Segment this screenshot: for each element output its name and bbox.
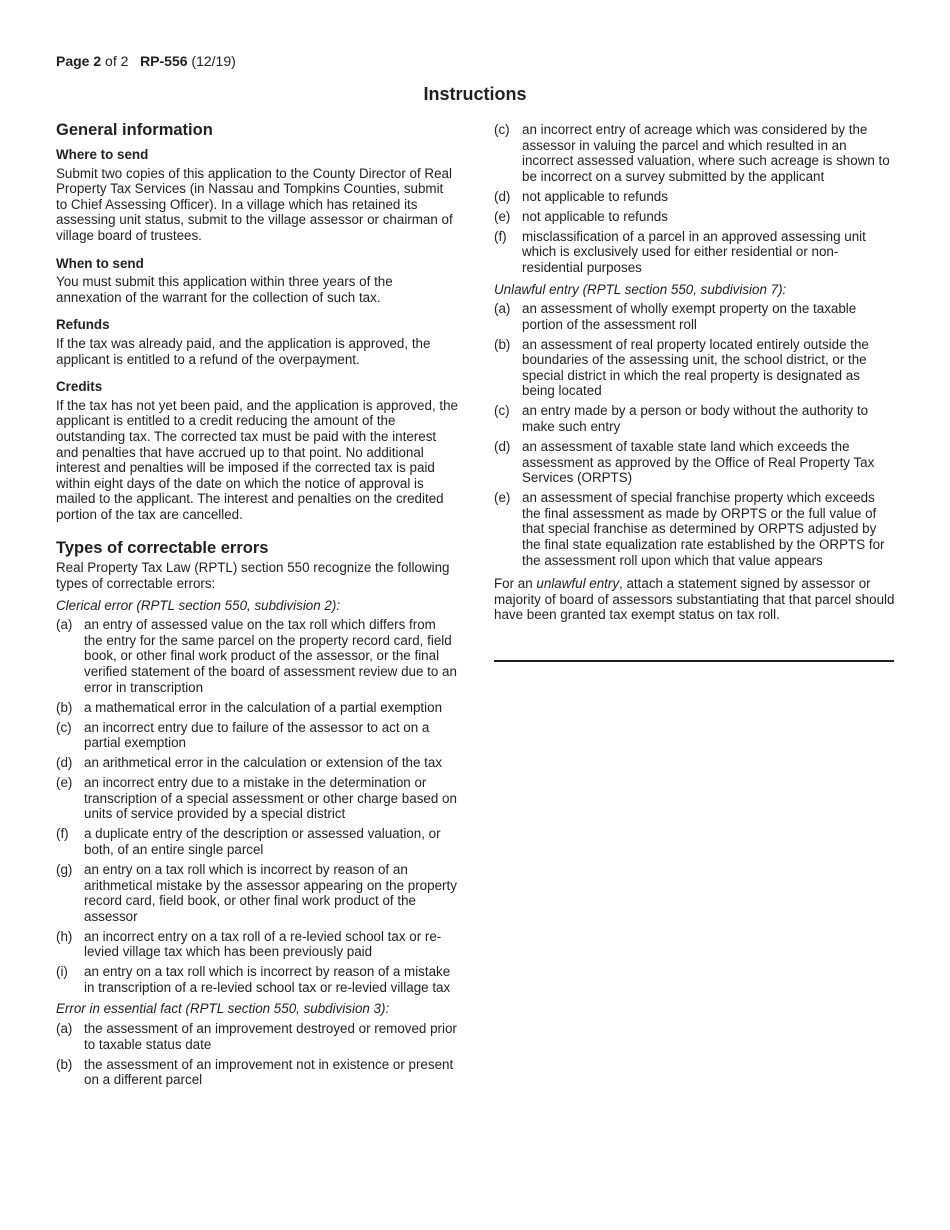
list-item-text: the assessment of an improvement destroyed or removed prior to taxable status date xyxy=(84,1021,457,1052)
list-item xyxy=(56,964,458,995)
list-item-label: (e) xyxy=(56,775,73,791)
list-item-text: an arithmetical error in the calculation or extension of the tax xyxy=(84,755,443,771)
list-item-text: an assessment of wholly exempt property on the taxable portion of the assessment roll xyxy=(522,301,857,332)
list-item-label: (a) xyxy=(494,301,511,317)
list-item xyxy=(494,189,896,205)
note-suffix: , attach a statement signed by assessor or majority of board of assessors substantiating that that parcel should have been granted tax exempt status on tax roll. xyxy=(494,576,895,623)
list-item-label: (a) xyxy=(56,1021,73,1037)
list-item-text: a duplicate entry of the description or assessed valuation, or both, of an entire single parcel xyxy=(84,826,441,857)
note-prefix: For an xyxy=(494,576,537,592)
list-item-label: (g) xyxy=(56,861,73,877)
where-to-send-text: Submit two copies of this application to the County Director of Real Property Tax Services (in Nassau and Tompkins Counties, submit to Chief Assessing Officer). In a village which has retained its assessing unit status, submit to the village assessor or chairman of village board of trustees. xyxy=(56,165,453,243)
when-to-send-text: You must submit this application within three years of the annexation of the warrant for the collection of such tax. xyxy=(56,274,393,305)
list-item-text: an entry on a tax roll which is incorrect by reason of an arithmetical mistake by the assessor appearing on the property record card, field book, or other final work product of the assessor xyxy=(84,861,457,924)
list-item xyxy=(56,755,458,771)
list-item-text: an assessment of real property located entirely outside the boundaries of the assessing unit, the school district, or the special district in which the real property is designated as being located xyxy=(522,336,869,399)
list-item-text: an incorrect entry on a tax roll of a re-levied school tax or re-levied village tax which has been previously paid xyxy=(84,928,442,960)
clerical-error-list xyxy=(56,617,458,995)
list-item xyxy=(56,826,458,857)
list-item-label: (h) xyxy=(56,928,73,944)
list-item-text: an incorrect entry due to failure of the assessor to act on a partial exemption xyxy=(84,719,430,751)
list-item-text: the assessment of an improvement not in existence or present on a different parcel xyxy=(84,1056,454,1088)
unlawful-entry-heading: Unlawful entry (RPTL section 550, subdivision 7): xyxy=(494,281,787,297)
left-column xyxy=(56,120,458,1092)
note-italic: unlawful entry xyxy=(536,576,620,592)
list-item xyxy=(56,775,458,822)
unlawful-entry-note xyxy=(494,576,896,623)
list-item xyxy=(56,617,458,695)
list-item xyxy=(56,1021,458,1052)
list-item-label: (c) xyxy=(56,719,72,735)
list-item xyxy=(494,439,896,486)
list-item-label: (d) xyxy=(494,439,511,455)
list-item-text: misclassification of a parcel in an approved assessing unit which is exclusively used for either residential or non-residential purposes xyxy=(522,228,866,275)
list-item-text: an assessment of special franchise property which exceeds the final assessment as made by ORPTS or the full value of that special franchise as determined by ORPTS adjusted by the final state equalization rate established by the ORPTS for the assessment roll upon which that value appears xyxy=(522,490,885,568)
list-item xyxy=(494,337,896,399)
list-item-label: (f) xyxy=(56,826,69,842)
list-item-text: an entry on a tax roll which is incorrect by reason of a mistake in transcription of a re-levied school tax or re-levied village tax xyxy=(84,964,451,995)
list-item xyxy=(56,700,458,716)
list-item xyxy=(494,229,896,276)
where-to-send-heading: Where to send xyxy=(56,147,149,162)
list-item xyxy=(56,1057,458,1088)
refunds-heading: Refunds xyxy=(56,317,110,333)
right-column xyxy=(494,122,896,623)
list-item xyxy=(56,720,458,751)
clerical-error-heading: Clerical error (RPTL section 550, subdivision 2): xyxy=(56,597,341,613)
list-item-text: a mathematical error in the calculation of a partial exemption xyxy=(84,699,443,715)
list-item-label: (a) xyxy=(56,617,73,633)
list-item xyxy=(56,862,458,924)
list-item-label: (d) xyxy=(56,755,73,771)
list-item xyxy=(494,403,896,434)
list-item-label: (e) xyxy=(494,208,511,224)
unlawful-entry-list xyxy=(494,301,896,568)
horizontal-rule xyxy=(494,660,894,662)
list-item-text: not applicable to refunds xyxy=(522,188,668,204)
list-item-label: (e) xyxy=(494,490,511,506)
refunds-text: If the tax was already paid, and the application is approved, the applicant is entitled to a refund of the overpayment. xyxy=(56,335,431,367)
list-item xyxy=(494,301,896,332)
general-info-heading: General information xyxy=(56,121,213,139)
page-total: of 2 xyxy=(105,53,129,69)
list-item-label: (c) xyxy=(494,122,510,137)
page-title: Instructions xyxy=(423,84,527,104)
list-item-text: an incorrect entry due to a mistake in the determination or transcription of a special assessment or other charge based on units of service provided by a special district xyxy=(84,775,457,822)
essential-fact-list-part2 xyxy=(494,122,896,276)
credits-heading: Credits xyxy=(56,379,103,395)
list-item-label: (i) xyxy=(56,964,68,980)
types-intro: Real Property Tax Law (RPTL) section 550 recognize the following types of correctable errors: xyxy=(56,560,450,592)
list-item-text: an entry made by a person or body without the authority to make such entry xyxy=(522,403,869,435)
list-item-text: an entry of assessed value on the tax roll which differs from the entry for the same parcel on the property record card, field book, or other final work product of the assessor, or the final verified statement of the board of assessment review due to an error in transcription xyxy=(84,617,457,695)
credits-text: If the tax has not yet been paid, and the application is approved, the applicant is entitled to a credit reducing the amount of the outstanding tax. The corrected tax must be paid with the interest and penalties that have accrued up to that point. No additional interest and penalties will be imposed if the corrected tax is paid within eight days of the date on which the notice of approval is mailed to the applicant. The interest and penalties on the credited portion of the tax are cancelled. xyxy=(56,397,459,522)
list-item-label: (f) xyxy=(494,228,507,244)
list-item xyxy=(494,490,896,568)
page-header xyxy=(56,53,236,69)
form-number: RP-556 xyxy=(140,53,188,69)
list-item-label: (b) xyxy=(56,699,73,715)
list-item xyxy=(494,122,896,184)
essential-fact-list-part1 xyxy=(56,1021,458,1088)
list-item xyxy=(56,929,458,960)
list-item-text: an assessment of taxable state land which exceeds the assessment as approved by the Office of Real Property Tax Services (ORPTS) xyxy=(522,439,875,486)
form-date: (12/19) xyxy=(191,53,236,69)
list-item xyxy=(494,209,896,225)
list-item-label: (c) xyxy=(494,403,510,419)
list-item-text: not applicable to refunds xyxy=(522,208,668,224)
essential-fact-heading: Error in essential fact (RPTL section 550, subdivision 3): xyxy=(56,1001,390,1017)
page-number: Page 2 xyxy=(56,53,102,69)
list-item-label: (b) xyxy=(56,1056,73,1072)
list-item-label: (b) xyxy=(494,336,511,352)
list-item-text: an incorrect entry of acreage which was considered by the assessor in valuing the parcel and which resulted in an incorrect assessed valuation, where such acreage is shown to be incorrect on a survey submitted by the applicant xyxy=(522,122,890,184)
types-heading: Types of correctable errors xyxy=(56,539,269,558)
list-item-label: (d) xyxy=(494,188,511,204)
when-to-send-heading: When to send xyxy=(56,255,144,271)
